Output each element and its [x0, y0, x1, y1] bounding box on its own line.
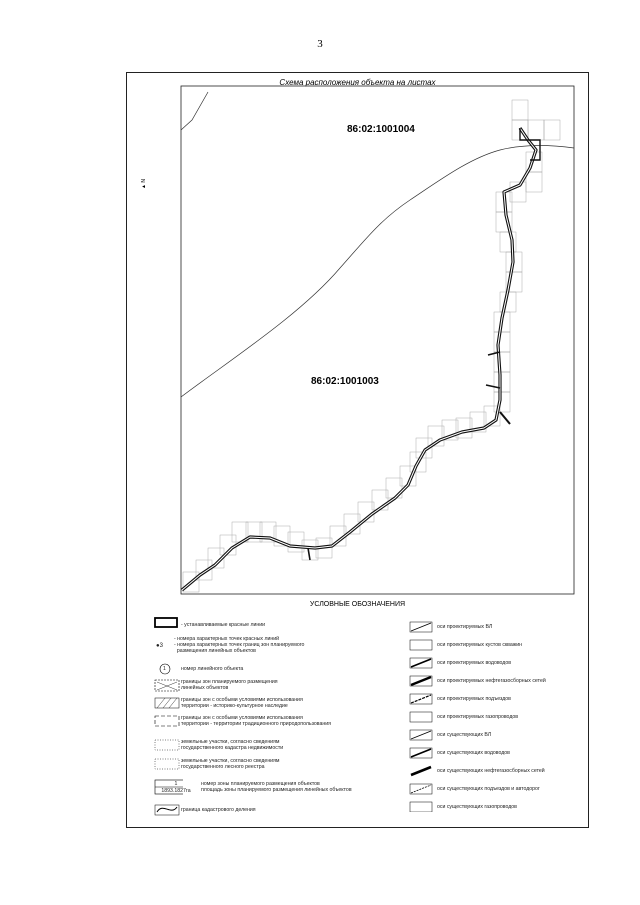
legend-text-gkn-parcels: земельные участки, согласно сведениям государственного кадастра недвижимости [181, 739, 284, 751]
route-branch [500, 412, 510, 424]
legend-text-proj-access: оси проектируемых подъездов [437, 696, 511, 702]
legend-zone-number: 1 [174, 781, 178, 787]
north-arrow-icon: ▲ N [141, 179, 147, 189]
north-label: N [141, 179, 147, 183]
linear-object-route [182, 128, 536, 590]
map-frame [181, 86, 574, 594]
legend-title: УСЛОВНЫЕ ОБОЗНАЧЕНИЯ [309, 601, 406, 608]
legend-text-zone-number: номер зоны планируемого размещения объектов площадь зоны планируемого размещения линейных объектов [201, 781, 352, 793]
cadastral-quarter-label: 86:02:1001004 [347, 124, 415, 135]
red-line-icon [155, 618, 177, 627]
legend-marker: 1 [163, 666, 166, 672]
map-title: Схема расположения объекта на листах [279, 78, 436, 87]
traditional-use-zone-icon [155, 716, 179, 726]
legend-text-placement-zone: границы зон планируемого размещения линейных объектов [181, 679, 278, 691]
cadastral-quarter-label: 86:02:1001003 [311, 376, 379, 387]
route-inner-line [182, 128, 536, 590]
legend-text-exist-vl: оси существующих ВЛ [437, 732, 492, 738]
legend-text-proj-gas: оси проектируемых газопроводов [437, 714, 518, 720]
legend-text-proj-vl: оси проектируемых ВЛ [437, 624, 493, 630]
page-number: 3 [317, 38, 323, 50]
legend-text-exist-water: оси существующих водоводов [437, 750, 510, 756]
legend-zone-area: 1893.1827га [161, 788, 191, 794]
legend-text-proj-oilgas: оси проектируемых нефтегазосборных сетей [437, 678, 546, 684]
legend-marker: ●3 [156, 643, 163, 649]
gkn-parcel-icon [155, 740, 179, 750]
legend-text-object-number: номер линейного объекта [181, 666, 244, 672]
sheet-grid [183, 100, 560, 592]
legend-text-red-lines: - устанавливаемые красные линии [181, 622, 266, 628]
legend-text-forest-parcels: земельные участки, согласно сведениям государственного лесного реестра [181, 758, 280, 770]
legend-text-exist-gas: оси существующих газопроводов [437, 804, 517, 810]
cadastral-boundary-main [181, 146, 574, 397]
legend-text-heritage-zone: границы зон с особыми условиями использования территории - историко-культурное наследие [181, 697, 303, 709]
legend-text-cadastral-division: граница кадастрового деления [181, 807, 256, 813]
legend-text-traditional-zone: границы зон с особыми условиями использования территории - территории традиционного природопользования [181, 715, 331, 727]
legend-text-proj-water: оси проектируемых водоводов [437, 660, 511, 666]
legend-text-point-numbers: - номера характерных точек красных линий - номера характерных точек границ зон планируемого размещения линейных объектов [174, 636, 305, 654]
legend-text-exist-oilgas: оси существующих нефтегазосборных сетей [437, 768, 545, 774]
forest-parcel-icon [155, 759, 179, 769]
legend-text-exist-roads: оси существующих подъездов и автодорог [437, 786, 540, 792]
legend-text-proj-wells: оси проектируемых кустов скважин [437, 642, 522, 648]
legend-right-symbols [408, 620, 436, 812]
cadastral-boundary [181, 92, 208, 130]
